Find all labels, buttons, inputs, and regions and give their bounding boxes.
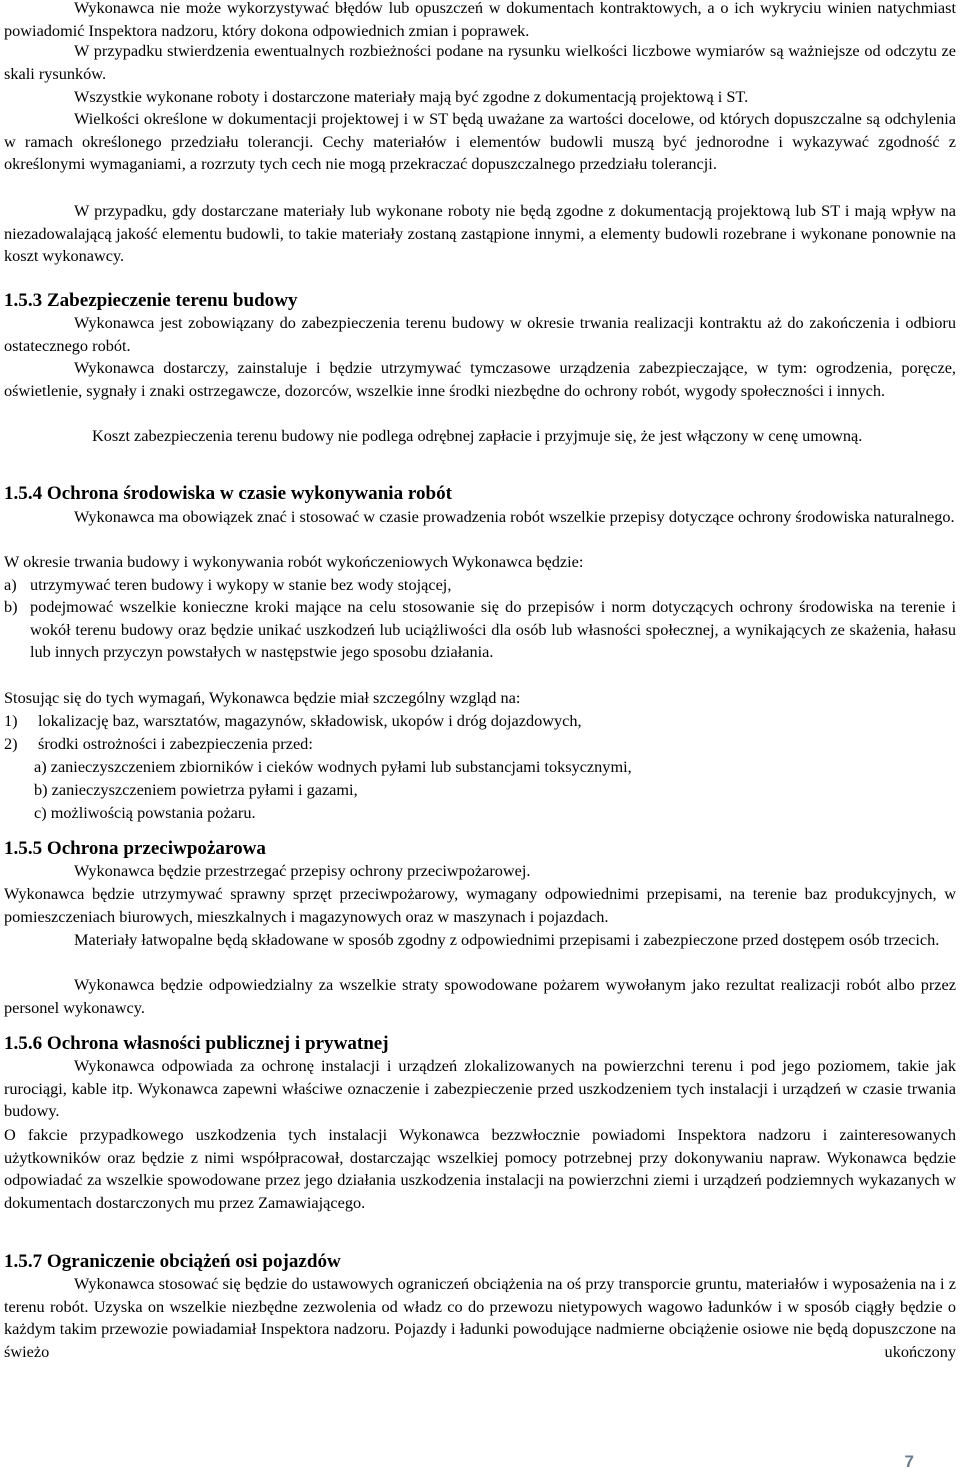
list-item bbox=[4, 733, 956, 756]
paragraph: Wykonawca nie może wykorzystywać błędów lub opuszczeń w dokumentach kontraktowych, a o ich wykryciu winien natychmiast powiadomić Inspektora nadzoru, który dokona odpowiednich zmian i poprawek. bbox=[4, 0, 956, 40]
paragraph: W okresie trwania budowy i wykonywania robót wykończeniowych Wykonawca będzie: bbox=[4, 552, 584, 571]
list-text: środki ostrożności i zabezpieczenia przed: bbox=[38, 734, 313, 753]
paragraph: O fakcie przypadkowego uszkodzenia tych instalacji Wykonawca bezzwłocznie powiadomi Inspektora nadzoru i zainteresowanych użytkowników oraz będzie z nimi współpracował, dostarczając wszelkiej pomocy potrzebnej przy dokonywaniu napraw. Wykonawca będzie odpowiadać za wszelkie spowodowane przez jego działania uszkodzenia instalacji na powierzchni ziemi i urządzeń podziemnych wykazanych w dokumentach dostarczonych mu przez Zamawiającego. bbox=[4, 1125, 956, 1212]
paragraph: Wykonawca będzie odpowiedzialny za wszelkie straty spowodowane pożarem wywołanym jako rezultat realizacji robót albo przez personel wykonawcy. bbox=[4, 975, 956, 1017]
section-heading-1-5-3: 1.5.3 Zabezpieczenie terenu budowy bbox=[4, 290, 298, 311]
list-label: 1) bbox=[4, 711, 18, 730]
paragraph: Materiały łatwopalne będą składowane w sposób zgodny z odpowiednimi przepisami i zabezpieczone przed dostępem osób trzecich. bbox=[74, 930, 940, 949]
page-number: 7 bbox=[904, 1452, 914, 1471]
paragraph: Stosując się do tych wymagań, Wykonawca będzie miał szczególny wzgląd na: bbox=[4, 688, 521, 707]
paragraph: Wykonawca dostarczy, zainstaluje i będzie utrzymywać tymczasowe urządzenia zabezpieczające, w tym: ogrodzenia, poręcze, oświetlenie, sygnały i znaki ostrzegawcze, dozorców, wszelkie inne środki niezbędne do ochrony robót, wygody społeczności i innych. bbox=[4, 358, 956, 400]
list-text: lokalizację baz, warsztatów, magazynów, składowisk, ukopów i dróg dojazdowych, bbox=[38, 711, 582, 730]
paragraph: Wykonawca będzie utrzymywać sprawny sprzęt przeciwpożarowy, wymagany odpowiednimi przepisami, na terenie baz produkcyjnych, w pomieszczeniach biurowych, mieszkalnych i magazynowych oraz w maszynach i pojazdach. bbox=[4, 884, 956, 926]
section-heading-1-5-5: 1.5.5 Ochrona przeciwpożarowa bbox=[4, 838, 266, 859]
sublist-item: a) zanieczyszczeniem zbiorników i cieków wodnych pyłami lub substancjami toksycznymi, bbox=[34, 757, 632, 776]
list-item bbox=[4, 596, 956, 664]
paragraph: Wykonawca jest zobowiązany do zabezpieczenia terenu budowy w okresie trwania realizacji kontraktu aż do zakończenia i odbioru ostatecznego robót. bbox=[4, 313, 956, 355]
list-label: b) bbox=[4, 597, 18, 616]
section-heading-1-5-6: 1.5.6 Ochrona własności publicznej i prywatnej bbox=[4, 1033, 389, 1054]
list-item bbox=[4, 710, 956, 733]
paragraph: W przypadku stwierdzenia ewentualnych rozbieżności podane na rysunku wielkości liczbowe wymiarów są ważniejsze od odczytu ze skali rysunków. bbox=[4, 41, 956, 83]
list-label: a) bbox=[4, 575, 17, 594]
paragraph: Wykonawca ma obowiązek znać i stosować w czasie prowadzenia robót wszelkie przepisy dotyczące ochrony środowiska naturalnego. bbox=[74, 507, 955, 526]
paragraph: Wykonawca stosować się będzie do ustawowych ograniczeń obciążenia na oś przy transporcie gruntu, materiałów i wyposażenia na i z terenu robót. Uzyska on wszelkie niezbędne zezwolenia od władz co do przewozu nietypowych wagowo ładunków i w sposób ciągły będzie o każdym takim przewozie powiadamiał Inspektora nadzoru. Pojazdy i ładunki powodujące nadmierne obciążenie osiowe nie będą dopuszczone na świeżo ukończony bbox=[4, 1274, 956, 1361]
paragraph: Koszt zabezpieczenia terenu budowy nie podlega odrębnej zapłacie i przyjmuje się, że jest włączony w cenę umowną. bbox=[92, 426, 863, 445]
list-label: 2) bbox=[4, 734, 18, 753]
section-heading-1-5-4: 1.5.4 Ochrona środowiska w czasie wykonywania robót bbox=[4, 483, 453, 504]
list-text: utrzymywać teren budowy i wykopy w stanie bez wody stojącej, bbox=[30, 575, 452, 594]
list-text: podejmować wszelkie konieczne kroki mające na celu stosowanie się do przepisów i norm dotyczących ochrony środowiska na terenie i wokół terenu budowy oraz będzie unikać uszkodzeń lub uciążliwości dla osób lub własności społecznej, a wynikających ze skażenia, hałasu lub innych przyczyn powstałych w następstwie jego sposobu działania. bbox=[30, 597, 956, 662]
list-item bbox=[4, 574, 956, 597]
paragraph: Wykonawca odpowiada za ochronę instalacji i urządzeń zlokalizowanych na powierzchni terenu i pod jego poziomem, takie jak rurociągi, kable itp. Wykonawca zapewni właściwe oznaczenie i zabezpieczenie przed uszkodzeniem tych instalacji i urządzeń w czasie trwania budowy. bbox=[4, 1056, 956, 1121]
paragraph: Wykonawca będzie przestrzegać przepisy ochrony przeciwpożarowej. bbox=[74, 861, 531, 880]
sublist-item: b) zanieczyszczeniem powietrza pyłami i gazami, bbox=[34, 780, 358, 799]
section-heading-1-5-7: 1.5.7 Ograniczenie obciążeń osi pojazdów bbox=[4, 1251, 341, 1272]
sublist-item: c) możliwością powstania pożaru. bbox=[34, 803, 256, 822]
paragraph: Wielkości określone w dokumentacji projektowej i w ST będą uważane za wartości docelowe, od których dopuszczalne są odchylenia w ramach określonego przedziału tolerancji. Cechy materiałów i elementów budowli muszą być jednorodne i wykazywać zgodność z określonymi wymaganiami, a rozrzuty tych cech nie mogą przekraczać dopuszczalnego przedziału tolerancji. bbox=[4, 109, 956, 174]
paragraph: Wszystkie wykonane roboty i dostarczone materiały mają być zgodne z dokumentacją projektową i ST. bbox=[74, 87, 749, 106]
paragraph: W przypadku, gdy dostarczane materiały lub wykonane roboty nie będą zgodne z dokumentacją projektową lub ST i mają wpływ na niezadowalającą jakość elementu budowli, to takie materiały zostaną zastąpione innymi, a elementy budowli rozebrane i wykonane ponownie na koszt wykonawcy. bbox=[4, 201, 956, 266]
